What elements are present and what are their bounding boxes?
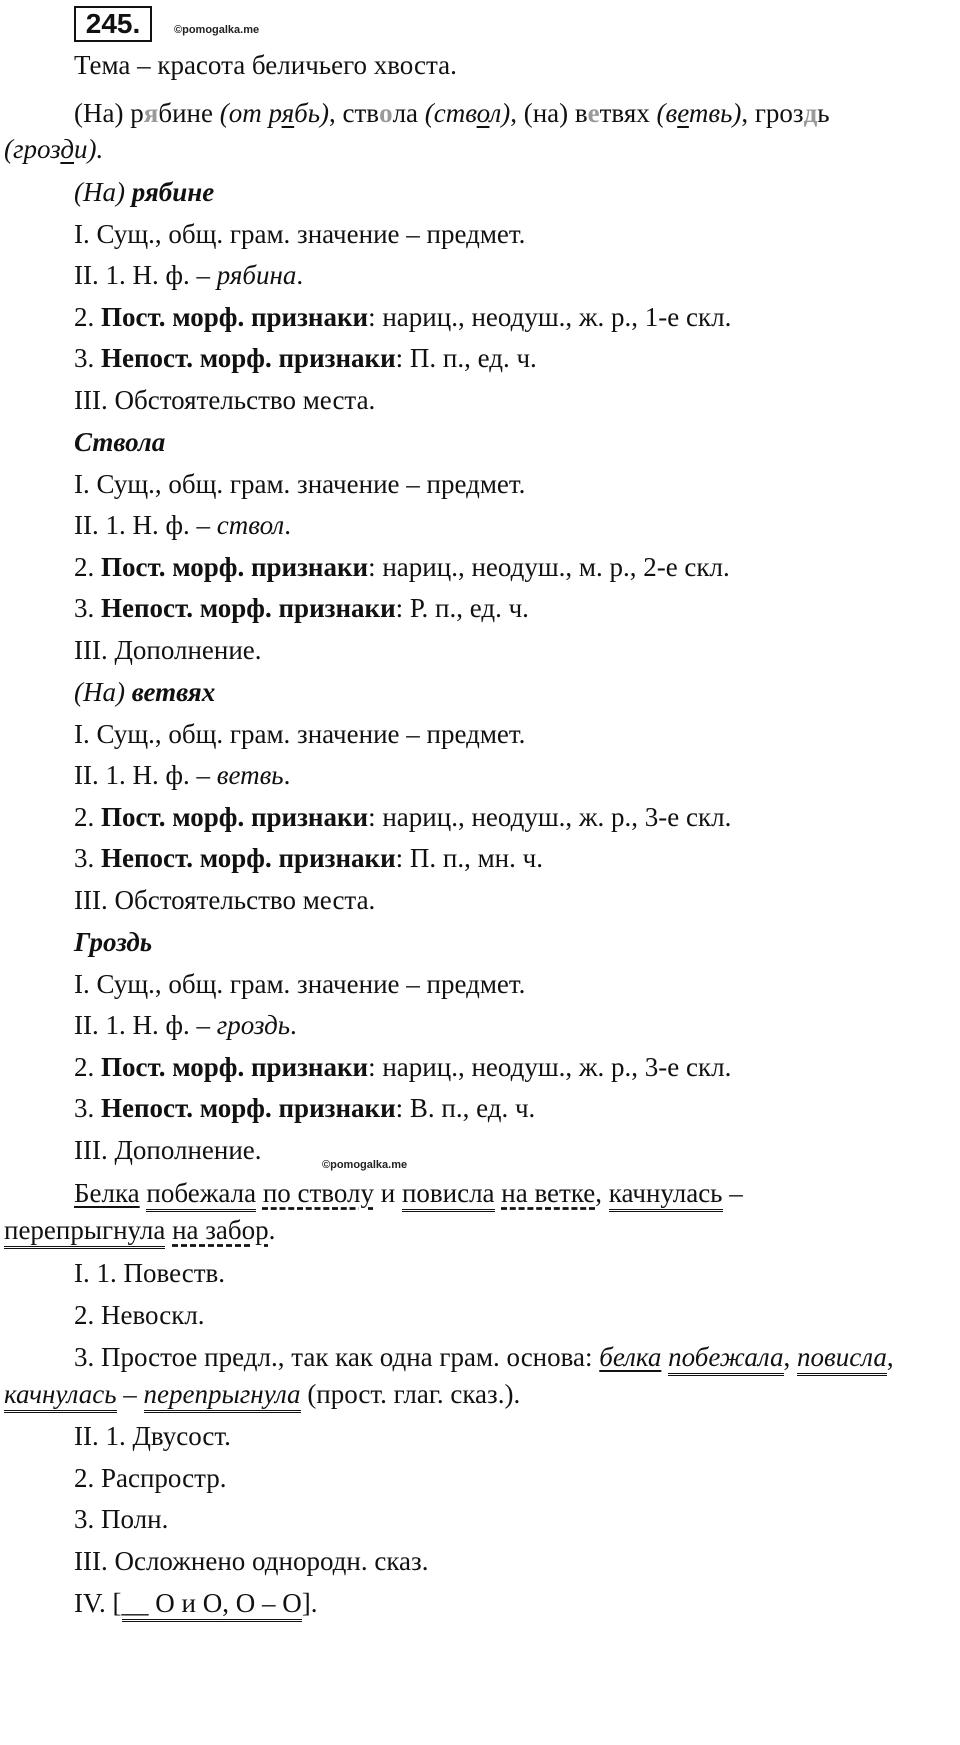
- vowel-mark: о: [379, 98, 393, 128]
- text: (На): [74, 177, 132, 207]
- consonant-mark: д: [803, 98, 818, 128]
- heading-word: ветвях: [131, 677, 216, 707]
- text: и).: [74, 134, 104, 164]
- predicate: повисла: [797, 1342, 887, 1376]
- parse-line-3b: качнулась – перепрыгнула (прост. глаг. сказ.).: [4, 1378, 520, 1410]
- text: : П. п., ед. ч.: [395, 343, 537, 373]
- analysis-line: [74, 801, 731, 833]
- text: л): [489, 98, 511, 128]
- text: .: [284, 510, 291, 540]
- conjunction: и: [380, 1178, 396, 1208]
- text: 2.: [74, 802, 101, 832]
- text: : П. п., мн. ч.: [395, 843, 543, 873]
- text: (На) р: [74, 98, 144, 128]
- parse-line: 2. Невоскл.: [74, 1300, 205, 1330]
- adverbial: на ветке: [501, 1178, 596, 1208]
- text: (в: [656, 98, 678, 128]
- analysis-line: III. Дополнение.: [74, 1135, 262, 1165]
- initial-form: ветвь: [216, 760, 284, 790]
- text: II. 1. Н. ф. –: [74, 510, 217, 540]
- label: Непост. морф. признаки: [101, 843, 396, 873]
- text: .: [283, 760, 291, 790]
- label: Непост. морф. признаки: [101, 1093, 396, 1123]
- text: 2.: [74, 1052, 101, 1082]
- text: 3.: [74, 1093, 101, 1123]
- hint-consonant: д: [60, 134, 75, 164]
- analysis-line: [74, 1092, 535, 1124]
- analysis-line: I. Сущ., общ. грам. значение – предмет.: [74, 219, 526, 249]
- analysis-line: I. Сущ., общ. грам. значение – предмет.: [74, 719, 526, 749]
- vowel-mark: е: [587, 98, 600, 128]
- text: II. 1. Н. ф. –: [74, 260, 217, 290]
- hint-vowel: е: [677, 98, 689, 128]
- label: Пост. морф. признаки: [101, 552, 369, 582]
- period: .: [268, 1215, 276, 1245]
- label: Пост. морф. признаки: [101, 302, 369, 332]
- subject: белка: [599, 1342, 662, 1372]
- text: : нариц., неодуш., ж. р., 3-е скл.: [368, 802, 732, 832]
- initial-form: ствол: [216, 510, 285, 540]
- text: (На): [74, 677, 132, 707]
- text: IV. [: [74, 1588, 122, 1618]
- sentence-scheme: [74, 1587, 317, 1619]
- sentence-line-2: [4, 1214, 275, 1246]
- text: 3.: [74, 593, 101, 623]
- analysis-line: [74, 1051, 731, 1083]
- text: 3.: [74, 343, 101, 373]
- analysis-line: [74, 509, 291, 541]
- vowel-mark: я: [143, 98, 159, 128]
- label: Непост. морф. признаки: [101, 593, 396, 623]
- text: 2.: [74, 302, 101, 332]
- parse-line: II. 1. Двусост.: [74, 1421, 231, 1451]
- parse-line: III. Осложнено однородн. сказ.: [74, 1546, 429, 1576]
- parse-line-3: 3. Простое предл., так как одна грам. основа: белка побежала, повисла,: [74, 1341, 894, 1373]
- analysis-heading: [74, 926, 152, 958]
- text: твь): [688, 98, 742, 128]
- text: 3. Простое предл., так как одна грам. основа:: [74, 1342, 600, 1372]
- theme-line: Тема – красота беличьего хвоста.: [74, 50, 457, 80]
- adverbial: на забор: [172, 1215, 269, 1245]
- text: , гроз: [741, 98, 804, 128]
- text: (гроз: [4, 134, 61, 164]
- analysis-line: III. Дополнение.: [74, 635, 262, 665]
- check-words-line: [74, 97, 830, 129]
- initial-form: гроздь: [216, 1010, 291, 1040]
- text: : Р. п., ед. ч.: [395, 593, 529, 623]
- text: ла: [392, 98, 425, 128]
- predicate: перепрыгнула: [4, 1215, 165, 1249]
- scheme: __ O и O, O – O: [122, 1588, 302, 1622]
- text: , (на) в: [510, 98, 588, 128]
- analysis-line: I. Сущ., общ. грам. значение – предмет.: [74, 469, 526, 499]
- watermark-mid: ©pomogalka.me: [322, 1159, 408, 1171]
- predicate: качнулась: [4, 1379, 117, 1413]
- predicate: качнулась: [609, 1178, 723, 1212]
- watermark-top: ©pomogalka.me: [174, 24, 260, 36]
- hint-vowel: о: [476, 98, 490, 128]
- analysis-line: [74, 1009, 297, 1041]
- text: бине: [158, 98, 220, 128]
- hint-vowel: я: [281, 98, 295, 128]
- text: 3.: [74, 843, 101, 873]
- analysis-line: [74, 301, 731, 333]
- text: (ств: [424, 98, 477, 128]
- heading-word: рябине: [131, 177, 215, 207]
- predicate: повисла: [402, 1178, 495, 1212]
- analysis-heading: [74, 176, 214, 208]
- text: II. 1. Н. ф. –: [74, 760, 217, 790]
- analysis-heading: [74, 676, 215, 708]
- text: ].: [301, 1588, 318, 1618]
- dash: –: [729, 1178, 743, 1208]
- sentence-line-1: Белка побежала по стволу и повисла на ветке, качнулась –: [74, 1177, 743, 1209]
- parse-line: 3. Полн.: [74, 1504, 169, 1534]
- analysis-line: [74, 759, 290, 791]
- subject: Белка: [74, 1178, 140, 1208]
- text: твях: [599, 98, 657, 128]
- text: II. 1. Н. ф. –: [74, 1010, 217, 1040]
- text: : нариц., неодуш., м. р., 2-е скл.: [368, 552, 730, 582]
- text: .: [290, 1010, 297, 1040]
- label: Пост. морф. признаки: [101, 802, 369, 832]
- check-words-line-2: [4, 133, 103, 165]
- predicate: побежала: [146, 1178, 256, 1212]
- analysis-line: III. Обстоятельство места.: [74, 385, 376, 415]
- adverbial: по стволу: [262, 1178, 374, 1208]
- analysis-line: [74, 842, 543, 874]
- analysis-line: [74, 592, 529, 624]
- analysis-line: [74, 259, 303, 291]
- label: Непост. морф. признаки: [101, 343, 396, 373]
- text: бь): [294, 98, 330, 128]
- text: 2.: [74, 552, 101, 582]
- label: Пост. морф. признаки: [101, 1052, 369, 1082]
- analysis-heading: [74, 426, 165, 458]
- predicate: побежала: [668, 1342, 783, 1376]
- analysis-line: I. Сущ., общ. грам. значение – предмет.: [74, 969, 526, 999]
- initial-form: рябина: [216, 260, 297, 290]
- text: .: [296, 260, 304, 290]
- heading-word: Ствола: [74, 427, 166, 457]
- analysis-line: [74, 342, 537, 374]
- analysis-line: [74, 551, 730, 583]
- parse-line: 2. Распростр.: [74, 1463, 227, 1493]
- text: (от р: [219, 98, 282, 128]
- text: (прост. глаг. сказ.).: [307, 1379, 521, 1409]
- text: : нариц., неодуш., ж. р., 1-е скл.: [368, 302, 732, 332]
- analysis-line: III. Обстоятельство места.: [74, 885, 376, 915]
- parse-line: I. 1. Повеств.: [74, 1258, 226, 1288]
- predicate: перепрыгнула: [144, 1379, 301, 1413]
- task-number: 245.: [74, 6, 152, 42]
- text: : нариц., неодуш., ж. р., 3-е скл.: [368, 1052, 732, 1082]
- text: , ств: [329, 98, 380, 128]
- heading-word: Гроздь: [74, 927, 153, 957]
- text: : В. п., ед. ч.: [395, 1093, 536, 1123]
- text: ь: [817, 98, 830, 128]
